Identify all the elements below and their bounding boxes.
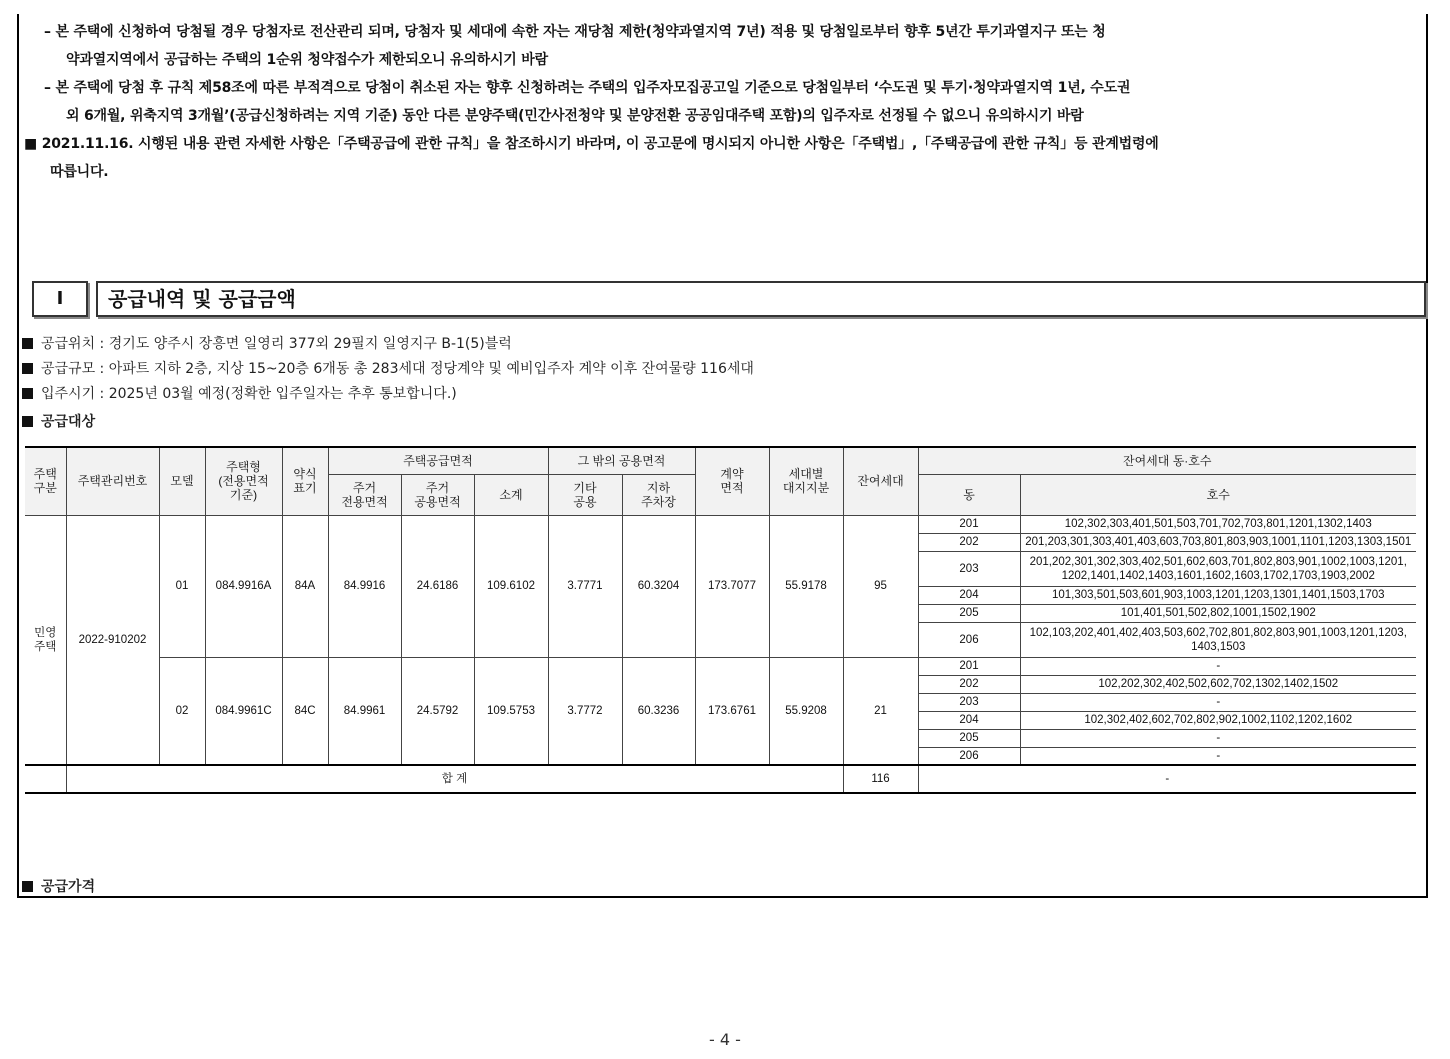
header-housing-type: 주택형 (전용면적 기준) [205,447,282,515]
ho-cell: 101,303,501,503,601,903,1003,1201,1203,1301,1401,1503,1703 [1020,586,1416,604]
notice-line-6: 따릅니다. [50,164,109,180]
housing-type-cell: 민영 주택 [25,515,66,765]
ho-cell: 102,202,302,402,502,602,702,1302,1402,1502 [1020,675,1416,693]
total-label: 합 계 [66,765,843,793]
contract-cell: 173.7077 [695,515,769,657]
dong-cell: 201 [918,515,1020,533]
dong-cell: 206 [918,622,1020,657]
dong-cell: 204 [918,586,1020,604]
dong-cell: 202 [918,675,1020,693]
ho-cell: - [1020,657,1416,675]
header-contract: 계약 면적 [695,447,769,515]
excl-cell: 84.9916 [328,515,401,657]
land-cell: 55.9178 [769,515,843,657]
square-bullet-icon [22,338,33,349]
dong-cell: 201 [918,657,1020,675]
header-common: 주거 공용면적 [401,474,474,515]
section-title: 공급내역 및 공급금액 [96,281,1426,317]
ho-cell: 102,103,202,401,402,403,503,602,702,801,802,803,901,1003,1201,1203, 1403,1503 [1020,622,1416,657]
model-cell: 01 [159,515,205,657]
land-cell: 55.9208 [769,657,843,765]
bullet-scale [22,359,754,379]
table-row [25,657,1416,675]
section-number: I [32,281,88,317]
target-heading: 공급대상 [41,414,96,430]
location-text: 공급위치 : 경기도 양주시 장흥면 일영리 377외 29필지 일영지구 B-1(5)블럭 [41,336,512,352]
subtotal-cell: 109.5753 [474,657,548,765]
parking-cell: 60.3236 [622,657,695,765]
type-cell: 084.9916A [205,515,282,657]
remaining-cell: 21 [843,657,918,765]
table-row [25,515,1416,533]
bullet-target [22,412,95,432]
total-row [25,765,1416,793]
header-land: 세대별 대지지분 [769,447,843,515]
section-header [32,281,1426,319]
header-excl: 주거 전용면적 [328,474,401,515]
scale-text: 공급규모 : 아파트 지하 2층, 지상 15~20층 6개동 총 283세대 정당계약 및 예비입주자 계약 이후 잔여물량 116세대 [41,361,754,377]
etc-cell: 3.7772 [548,657,622,765]
excl-cell: 84.9961 [328,657,401,765]
page-number: - 4 - [709,1030,741,1049]
square-bullet-icon [22,363,33,374]
dong-cell: 206 [918,747,1020,765]
mgmt-no-cell: 2022-910202 [66,515,159,765]
square-bullet-icon [22,881,33,892]
ho-cell: 102,302,402,602,702,802,902,1002,1102,1202,1602 [1020,711,1416,729]
notice-line-2: 약과열지역에서 공급하는 주택의 1순위 청약접수가 제한되오니 유의하시기 바람 [66,52,548,68]
header-type: 주택 구분 [25,447,66,515]
ho-cell: 201,202,301,302,303,402,501,602,603,701,802,803,901,1002,1003,1201, 1202,1401,1402,1403,1601,1602,1603,1702,1703,1903,2002 [1020,551,1416,586]
ho-cell: 201,203,301,303,401,403,603,703,801,803,903,1001,1101,1203,1303,1501 [1020,533,1416,551]
notice-line-5: ■ 2021.11.16. 시행된 내용 관련 자세한 사항은「주택공급에 관한 규칙」을 참조하시기 바라며, 이 공고문에 명시되지 아니한 사항은「주택법」,「주택공급에 관한 규칙」등 관계법령에 [24,136,1159,152]
header-model: 모델 [159,447,205,515]
dong-cell: 203 [918,693,1020,711]
notice-line-1: – 본 주택에 신청하여 당첨될 경우 당첨자로 전산관리 되며, 당첨자 및 세대에 속한 자는 재당첨 제한(청약과열지역 7년) 적용 및 당첨일로부터 향후 5년간 투기과열지구 또는 청 [44,24,1106,40]
movein-text: 입주시기 : 2025년 03월 예정(정확한 입주일자는 추후 통보합니다.) [41,386,457,402]
ho-cell: 102,302,303,401,501,503,701,702,703,801,1201,1302,1403 [1020,515,1416,533]
abbr-cell: 84C [282,657,328,765]
dong-cell: 205 [918,729,1020,747]
total-remaining: 116 [843,765,918,793]
common-cell: 24.6186 [401,515,474,657]
dong-cell: 202 [918,533,1020,551]
type-cell: 084.9961C [205,657,282,765]
header-remaining-units: 잔여세대 동·호수 [918,447,1416,474]
header-abbr: 약식 표기 [282,447,328,515]
dong-cell: 205 [918,604,1020,622]
notice-line-3: – 본 주택에 당첨 후 규칙 제58조에 따른 부적격으로 당첨이 취소된 자는 향후 신청하려는 주택의 입주자모집공고일 기준으로 당첨일부터 ‘수도권 및 투기·청약과열지역 1년, 수도권 [44,80,1131,96]
header-mgmt-no: 주택관리번호 [66,447,159,515]
bullet-location [22,334,512,354]
dong-cell: 203 [918,551,1020,586]
supply-table [25,446,1416,794]
ho-cell: - [1020,693,1416,711]
contract-cell: 173.6761 [695,657,769,765]
square-bullet-icon [22,388,33,399]
ho-cell: - [1020,747,1416,765]
notice-line-4: 외 6개월, 위축지역 3개월’(공급신청하려는 지역 기준) 동안 다른 분양주택(민간사전청약 및 분양전환 공공임대주택 포함)의 입주자로 선정될 수 없으니 유의하시기 바람 [66,108,1084,124]
remaining-cell: 95 [843,515,918,657]
parking-cell: 60.3204 [622,515,695,657]
header-ho: 호수 [1020,474,1416,515]
header-supply-area: 주택공급면적 [328,447,548,474]
ho-cell: - [1020,729,1416,747]
header-other-common: 그 밖의 공용면적 [548,447,695,474]
header-subtotal: 소계 [474,474,548,515]
header-parking: 지하 주차장 [622,474,695,515]
subtotal-cell: 109.6102 [474,515,548,657]
etc-cell: 3.7771 [548,515,622,657]
total-blank-cell [25,765,66,793]
bullet-price [22,877,95,897]
common-cell: 24.5792 [401,657,474,765]
model-cell: 02 [159,657,205,765]
price-heading: 공급가격 [41,879,96,895]
header-dong: 동 [918,474,1020,515]
abbr-cell: 84A [282,515,328,657]
ho-cell: 101,401,501,502,802,1001,1502,1902 [1020,604,1416,622]
bullet-movein [22,384,457,404]
header-etc: 기타 공용 [548,474,622,515]
total-units: - [918,765,1416,793]
square-bullet-icon [22,416,33,427]
header-remaining: 잔여세대 [843,447,918,515]
dong-cell: 204 [918,711,1020,729]
